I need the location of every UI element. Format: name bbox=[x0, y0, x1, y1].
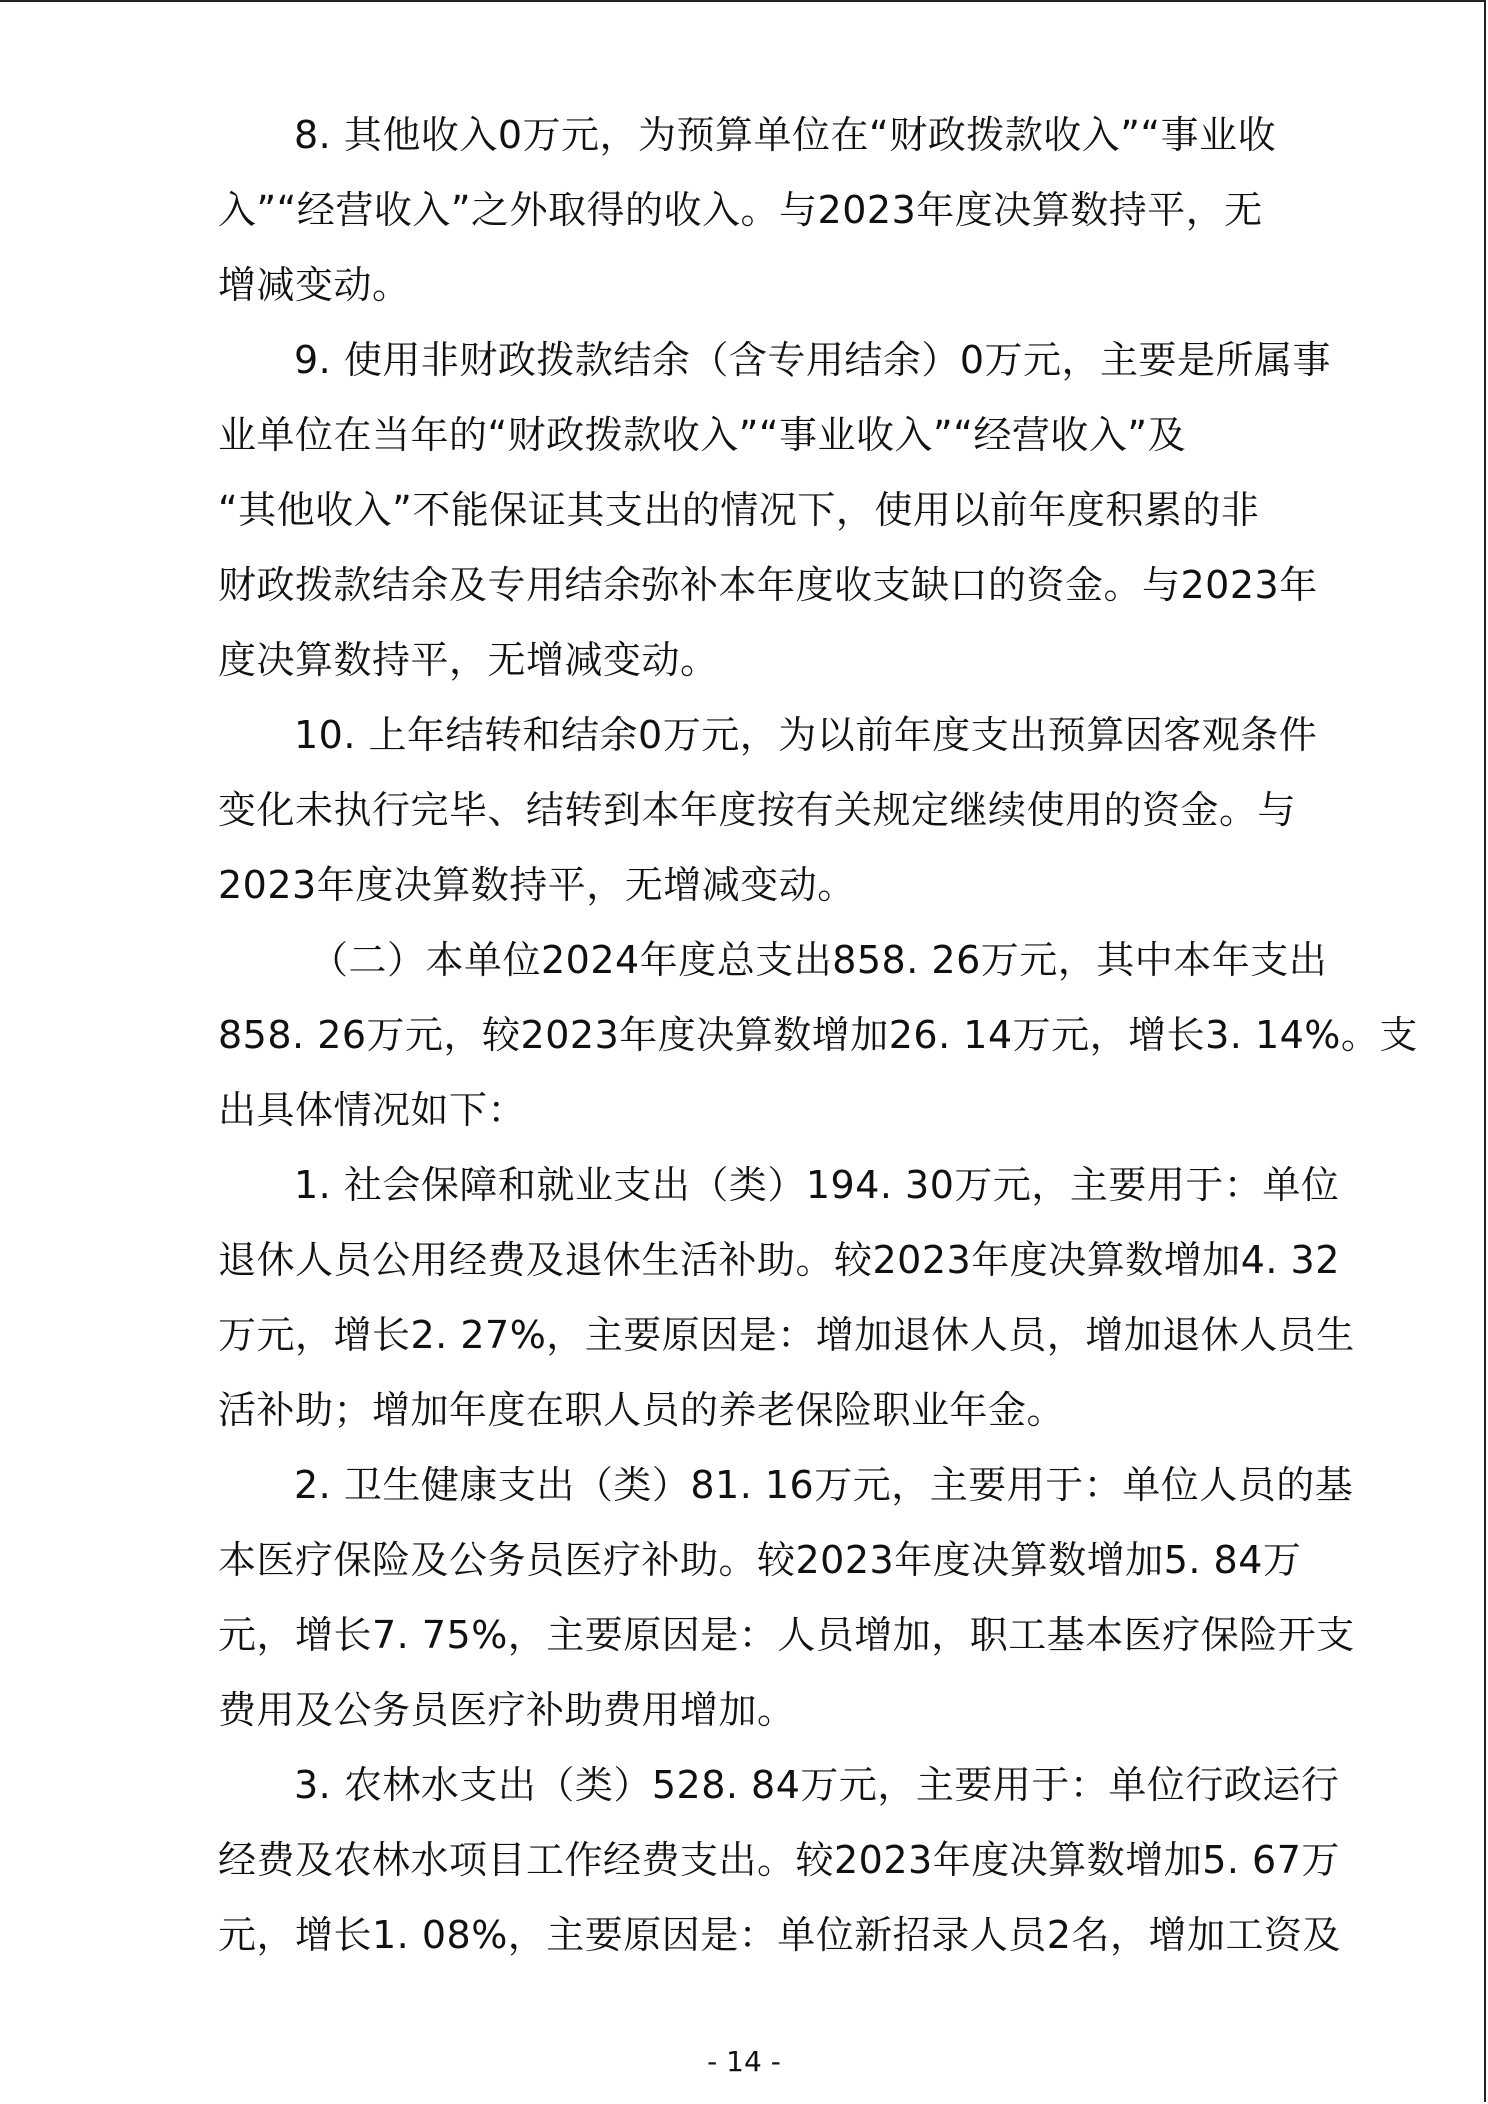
text-line: （二）本单位2024年度总支出858. 26万元，其中本年支出 bbox=[310, 938, 1328, 982]
text-line: 增减变动。 bbox=[218, 263, 411, 307]
text-line: 3. 农林水支出（类）528. 84万元，主要用于：单位行政运行 bbox=[294, 1763, 1340, 1807]
text-line: 出具体情况如下： bbox=[218, 1088, 527, 1132]
text-line: 变化未执行完毕、结转到本年度按有关规定继续使用的资金。与 bbox=[218, 788, 1297, 832]
page-number: - 14 - bbox=[707, 2045, 781, 2078]
text-line: 9. 使用非财政拨款结余（含专用结余）0万元，主要是所属事 bbox=[294, 338, 1332, 382]
text-line: 入”“经营收入”之外取得的收入。与2023年度决算数持平，无 bbox=[218, 188, 1263, 232]
text-line: 10. 上年结转和结余0万元，为以前年度支出预算因客观条件 bbox=[294, 713, 1318, 757]
text-line: 2023年度决算数持平，无增减变动。 bbox=[218, 863, 856, 907]
text-line: 业单位在当年的“财政拨款收入”“事业收入”“经营收入”及 bbox=[218, 413, 1187, 457]
text-line: 本医疗保险及公务员医疗补助。较2023年度决算数增加5. 84万 bbox=[218, 1538, 1302, 1582]
text-line: 1. 社会保障和就业支出（类）194. 30万元，主要用于：单位 bbox=[294, 1163, 1340, 1207]
text-line: 万元，增长2. 27%，主要原因是：增加退休人员，增加退休人员生 bbox=[218, 1313, 1355, 1357]
text-line: 元，增长7. 75%，主要原因是：人员增加，职工基本医疗保险开支 bbox=[218, 1613, 1355, 1657]
text-line: “其他收入”不能保证其支出的情况下，使用以前年度积累的非 bbox=[218, 488, 1260, 532]
text-line: 财政拨款结余及专用结余弥补本年度收支缺口的资金。与2023年 bbox=[218, 563, 1318, 607]
text-line: 2. 卫生健康支出（类）81. 16万元，主要用于：单位人员的基 bbox=[294, 1463, 1354, 1507]
text-line: 经费及农林水项目工作经费支出。较2023年度决算数增加5. 67万 bbox=[218, 1838, 1340, 1882]
text-line: 费用及公务员医疗补助费用增加。 bbox=[218, 1688, 796, 1732]
text-line: 元，增长1. 08%，主要原因是：单位新招录人员2名，增加工资及 bbox=[218, 1913, 1341, 1957]
text-line: 退休人员公用经费及退休生活补助。较2023年度决算数增加4. 32 bbox=[218, 1238, 1340, 1282]
text-line: 858. 26万元，较2023年度决算数增加26. 14万元，增长3. 14%。支 bbox=[218, 1013, 1418, 1057]
text-line: 活补助；增加年度在职人员的养老保险职业年金。 bbox=[218, 1388, 1066, 1432]
document-body bbox=[218, 98, 1418, 1973]
text-line: 8. 其他收入0万元，为预算单位在“财政拨款收入”“事业收 bbox=[294, 113, 1277, 157]
text-line: 度决算数持平，无增减变动。 bbox=[218, 638, 719, 682]
